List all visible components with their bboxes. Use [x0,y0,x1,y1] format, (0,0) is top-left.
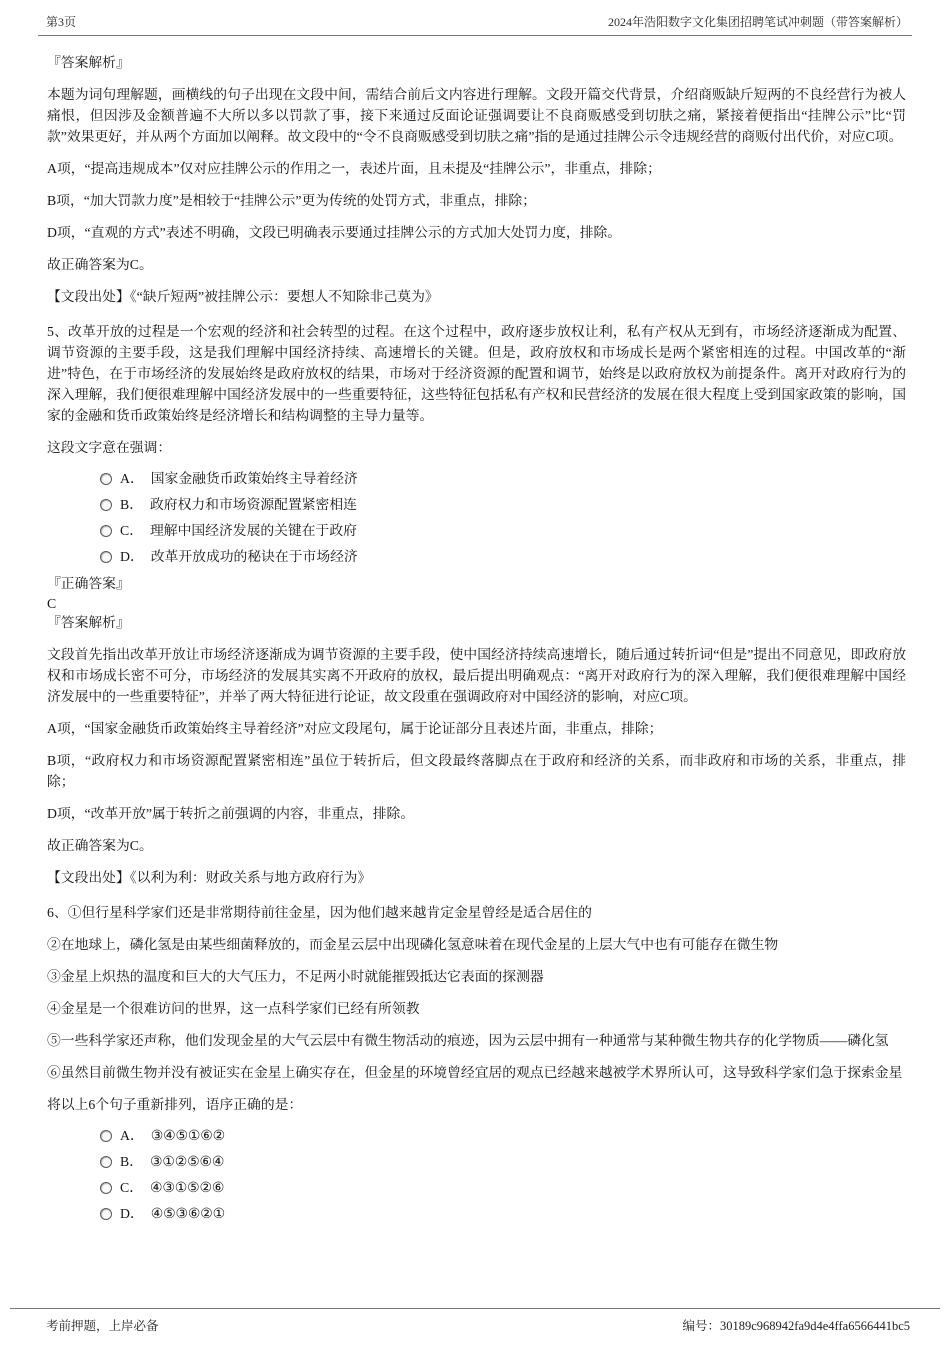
prev-analysis-item-a: A项，“提高违规成本”仅对应挂牌公示的作用之一，表述片面，且未提及“挂牌公示”，非重点，排除； [47,161,661,176]
footer-slogan: 考前押题，上岸必备 [46,1319,159,1333]
question-5-stem: 5、改革开放的过程是一个宏观的经济和社会转型的过程。在这个过程中，政府逐步放权让利，私有产权从无到有，市场经济逐渐成为配置、调节资源的主要手段，这是我们理解中国经济持续、高速增长的关键。但是，政府放权和市场成长是两个紧密相连的过程。中国改革的“渐进”特色，在于市场经济的发展始终是政府放权的结果，市场对于经济资源的配置和调节，始终是以政府放权为前提条件。离开对政府行为的深入理解，我们便很难理解中国经济发展中的一些重要特征，这些特征包括私有产权和民营经济的发展在很大程度上受到国家政策的影响，国家的金融和货币政策始终是经济增长和结构调整的主导力量等。 [47,324,906,423]
option-label: C． [120,1179,143,1195]
question-6-prompt: 将以上6个句子重新排列，语序正确的是： [47,1096,303,1112]
correct-answer-value: C [47,595,57,611]
question-6-option-b[interactable] [100,1152,906,1172]
option-label: A． [120,471,144,486]
question-6-option-a[interactable] [100,1126,906,1146]
option-text: 国家金融货币政策始终主导着经济 [150,471,358,486]
radio-icon[interactable] [100,525,112,537]
question-5-analysis-item-a: A项，“国家金融货币政策始终主导着经济”对应文段尾句，属于论证部分且表述片面，非重点，排除； [47,720,663,736]
option-label: B． [120,1153,143,1169]
question-5-options [47,469,906,567]
question-5-option-a[interactable] [100,469,906,489]
question-6-sentence-2: ②在地球上，磷化氢是由某些细菌释放的，而金星云层中出现磷化氢意味着在现代金星的上层大气中也有可能存在微生物 [47,936,779,952]
prev-analysis-item-b: B项，“加大罚款力度”是相较于“挂牌公示”更为传统的处罚方式，非重点，排除； [47,193,536,208]
prev-analysis-heading: 『答案解析』 [47,55,130,70]
prev-analysis-item-d: D项，“直观的方式”表述不明确，文段已明确表示要通过挂牌公示的方式加大处罚力度，排除。 [47,225,622,240]
page-header [0,0,950,35]
option-label: A． [120,1127,144,1143]
question-6-sentence-6: ⑥虽然目前微生物并没有被证实在金星上确实存在，但金星的环境曾经宜居的观点已经越来越被学术界所认可，这导致科学家们急于探索金星 [47,1064,903,1080]
question-6-options [47,1126,906,1224]
prev-analysis-source: 【文段出处】《“缺斤短两”被挂牌公示：要想人不知除非己莫为》 [47,289,439,304]
document-title: 2024年浩阳数字文化集团招聘笔试冲刺题（带答案解析） [607,15,908,29]
question-5-option-c[interactable] [100,521,906,541]
question-5-analysis-conclusion: 故正确答案为C。 [47,837,153,853]
question-5-analysis-item-d: D项，“改革开放”属于转折之前强调的内容，非重点，排除。 [47,805,415,821]
radio-icon[interactable] [100,1182,112,1194]
correct-answer-heading: 『正确答案』 [47,576,130,591]
radio-icon[interactable] [100,1130,112,1142]
option-label: D． [120,1205,144,1221]
question-5-analysis-body: 文段首先指出改革开放让市场经济逐渐成为调节资源的主要手段，使中国经济持续高速增长，随后通过转折词“但是”提出不同意见，即政府放权和市场成长密不可分，市场经济的发展其实离不开政府的放权，最后提出明确观点：“离开对政府行为的深入理解，我们便很难理解中国经济发展中的一些重要特征”，并举了两大特征进行论证，故文段重在强调政府对中国经济的影响，对应C项。 [47,646,906,704]
option-text: ④③①⑤②⑥ [150,1179,225,1195]
question-6-option-c[interactable] [100,1178,906,1198]
radio-icon[interactable] [100,551,112,563]
question-5-prompt: 这段文字意在强调： [47,440,172,455]
option-text: 理解中国经济发展的关键在于政府 [150,523,357,538]
option-text: ③①②⑤⑥④ [150,1153,225,1169]
question-5-option-d[interactable] [100,547,906,567]
footer-serial: 编号：30189c968942fa9d4e4ffa6566441bc5 [682,1319,910,1333]
option-label: D． [120,549,144,564]
question-6-sentence-5: ⑤一些科学家还声称，他们发现金星的大气云层中有微生物活动的痕迹，因为云层中拥有一种通常与某种微生物共存的化学物质——磷化氢 [47,1032,889,1048]
option-label: B． [120,497,143,512]
question-6-sentence-3: ③金星上炽热的温度和巨大的大气压力，不足两小时就能摧毁抵达它表面的探测器 [47,968,544,984]
radio-icon[interactable] [100,1156,112,1168]
question-6-sentence-1: 6、①但行星科学家们还是非常期待前往金星，因为他们越来越肯定金星曾经是适合居住的 [47,904,592,920]
page-footer [0,1308,950,1345]
question-5-option-b[interactable] [100,495,906,515]
radio-icon[interactable] [100,499,112,511]
option-text: 政府权力和市场资源配置紧密相连 [150,497,357,512]
question-5-answer-block [47,575,906,632]
option-text: 改革开放成功的秘诀在于市场经济 [150,549,358,564]
question-5-analysis-item-b: B项，“政府权力和市场资源配置紧密相连”虽位于转折后，但文段最终落脚点在于政府和经济的关系，而非政府和市场的关系，非重点，排除； [47,752,906,789]
document-content [0,36,950,1224]
answer-analysis-heading: 『答案解析』 [47,615,130,630]
page-number: 第3页 [46,15,77,29]
option-label: C． [120,523,143,538]
question-6-option-d[interactable] [100,1204,906,1224]
radio-icon[interactable] [100,1208,112,1220]
radio-icon[interactable] [100,473,112,485]
prev-analysis-body: 本题为词句理解题，画横线的句子出现在文段中间，需结合前后文内容进行理解。文段开篇交代背景，介绍商贩缺斤短两的不良经营行为被人痛恨，但因涉及金额普遍不大所以多以罚款了事，接下来通过反面论证强调要让不良商贩感受到切肤之痛，紧接着便指出“挂牌公示”比“罚款”效果更好，并从两个方面加以阐释。故文段中的“令不良商贩感受到切肤之痛”指的是通过挂牌公示令违规经营的商贩付出代价，对应C项。 [47,87,906,144]
prev-analysis-conclusion: 故正确答案为C。 [47,257,153,272]
question-6-sentence-4: ④金星是一个很难访问的世界，这一点科学家们已经有所领教 [47,1000,420,1016]
question-5-analysis-source: 【文段出处】《以利为利：财政关系与地方政府行为》 [47,869,372,885]
option-text: ③④⑤①⑥② [150,1127,225,1143]
option-text: ④⑤③⑥②① [150,1205,225,1221]
